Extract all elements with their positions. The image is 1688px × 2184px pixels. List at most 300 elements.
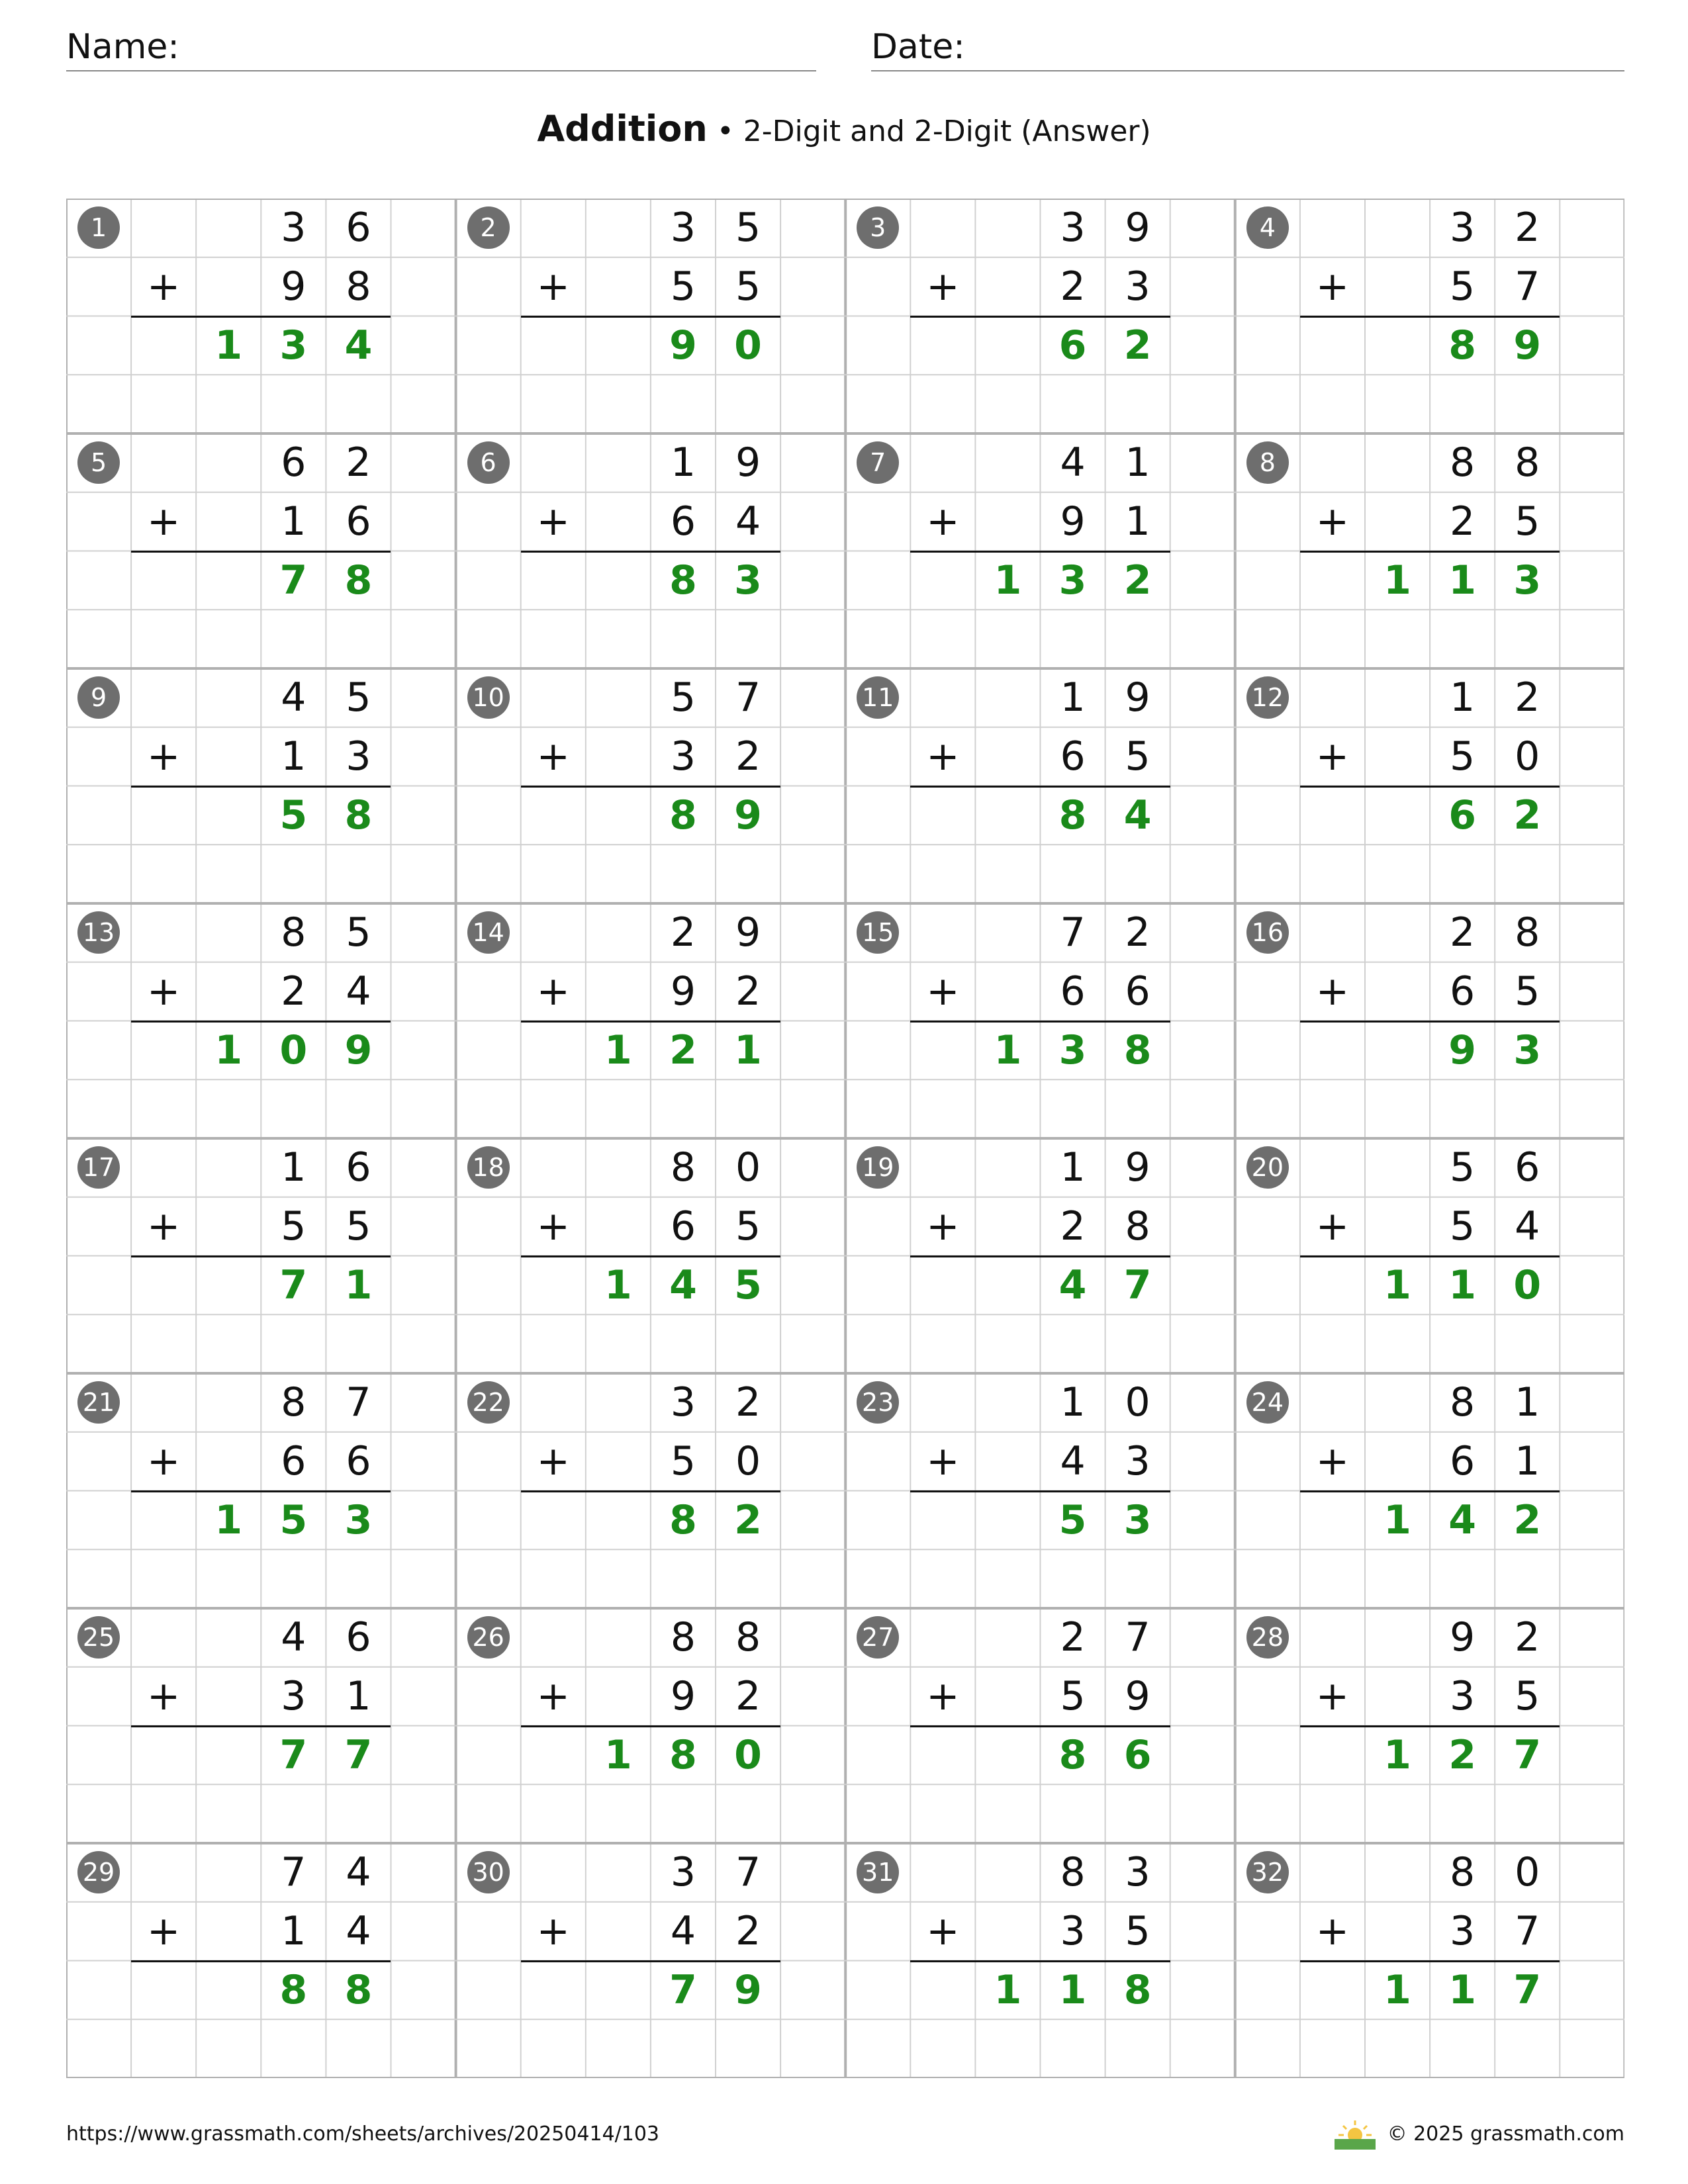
- sum-line: [1300, 1725, 1560, 1727]
- plus-sign: +: [536, 1437, 570, 1484]
- sum-line: [131, 1021, 391, 1023]
- sum-line: [131, 551, 391, 553]
- bottom-ones-digit: 5: [1515, 498, 1540, 545]
- bottom-ones-digit: 5: [735, 263, 761, 310]
- plus-sign: +: [926, 1437, 960, 1484]
- plus-sign: +: [1315, 1203, 1350, 1250]
- top-tens-digit: 3: [1450, 205, 1476, 251]
- plus-sign: +: [147, 1203, 181, 1250]
- top-ones-digit: 7: [1125, 1614, 1150, 1661]
- sum-line: [1300, 786, 1560, 788]
- plus-sign: +: [926, 498, 960, 545]
- top-ones-digit: 0: [1515, 1849, 1540, 1895]
- answer-tens-digit: 8: [669, 1731, 697, 1778]
- sum-line: [1300, 1255, 1560, 1257]
- plus-sign: +: [536, 1672, 570, 1719]
- answer-ones-digit: 7: [344, 1731, 373, 1778]
- answer-hundreds-digit: 1: [214, 322, 243, 369]
- top-ones-digit: 6: [346, 1614, 371, 1661]
- top-tens-digit: 8: [1450, 1849, 1476, 1895]
- answer-hundreds-digit: 1: [1383, 557, 1411, 604]
- sum-line: [1300, 551, 1560, 553]
- answer-tens-digit: 4: [1448, 1496, 1477, 1543]
- answer-ones-digit: 4: [344, 322, 373, 369]
- answer-hundreds-digit: [196, 1961, 261, 2020]
- title-sub: • 2-Digit and 2-Digit (Answer): [716, 114, 1151, 148]
- problem-number-badge: 14: [467, 911, 510, 954]
- top-ones-digit: 0: [735, 1144, 761, 1191]
- top-tens-digit: 2: [670, 909, 696, 956]
- answer-hundreds-digit: 1: [994, 1966, 1022, 2013]
- problem-number-cell: [66, 1843, 131, 1902]
- bottom-ones-digit: 9: [1125, 1672, 1150, 1719]
- sum-line: [1300, 1490, 1560, 1492]
- problem-number-cell: [1235, 433, 1300, 492]
- top-tens-digit: 1: [281, 1144, 306, 1191]
- plus-sign: +: [147, 733, 181, 780]
- footer-copyright: © 2025 grassmath.com: [1387, 2122, 1624, 2146]
- top-tens-digit: 3: [670, 205, 696, 251]
- bottom-tens-digit: 4: [1060, 1437, 1086, 1484]
- answer-tens-digit: 8: [669, 1496, 697, 1543]
- bottom-tens-digit: 2: [281, 968, 306, 1015]
- plus-sign: +: [1315, 733, 1350, 780]
- answer-hundreds-digit: [586, 316, 651, 375]
- top-ones-digit: 7: [346, 1379, 371, 1426]
- sum-line: [521, 316, 780, 318]
- problem-number-badge: 18: [467, 1146, 510, 1189]
- sum-line: [521, 1960, 780, 1962]
- plus-sign: +: [536, 733, 570, 780]
- top-tens-digit: 1: [1060, 674, 1086, 721]
- problem-number-cell: [845, 199, 910, 257]
- answer-tens-digit: 8: [669, 792, 697, 839]
- problem-number-badge: 8: [1246, 441, 1289, 484]
- sum-line: [521, 551, 780, 553]
- top-tens-digit: 1: [670, 439, 696, 486]
- name-field[interactable]: [66, 24, 816, 71]
- top-ones-digit: 8: [735, 1614, 761, 1661]
- date-label: Date:: [871, 27, 965, 67]
- problem-number-badge: 13: [77, 911, 120, 954]
- answer-ones-digit: 2: [1123, 322, 1152, 369]
- top-ones-digit: 9: [1125, 1144, 1150, 1191]
- answer-ones-digit: 8: [344, 1966, 373, 2013]
- bottom-tens-digit: 6: [1060, 968, 1086, 1015]
- top-tens-digit: 5: [1450, 1144, 1476, 1191]
- answer-tens-digit: 3: [1058, 557, 1087, 604]
- bottom-tens-digit: 3: [1450, 1672, 1476, 1719]
- plus-sign: +: [926, 968, 960, 1015]
- bottom-ones-digit: 8: [1125, 1203, 1150, 1250]
- answer-tens-digit: 1: [1448, 557, 1477, 604]
- problem-number-badge: 28: [1246, 1616, 1289, 1659]
- answer-ones-digit: 3: [344, 1496, 373, 1543]
- bottom-ones-digit: 2: [735, 968, 761, 1015]
- bottom-tens-digit: 5: [1060, 1672, 1086, 1719]
- bottom-tens-digit: 1: [281, 498, 306, 545]
- top-ones-digit: 7: [735, 1849, 761, 1895]
- problem-number-cell: [845, 903, 910, 962]
- top-tens-digit: 8: [670, 1144, 696, 1191]
- problem-number-cell: [1235, 903, 1300, 962]
- problem-number-cell: [845, 1373, 910, 1432]
- bottom-ones-digit: 5: [1515, 1672, 1540, 1719]
- plus-sign: +: [147, 263, 181, 310]
- top-tens-digit: 3: [670, 1379, 696, 1426]
- answer-tens-digit: 1: [1448, 1261, 1477, 1308]
- top-tens-digit: 1: [1450, 674, 1476, 721]
- plus-sign: +: [926, 1203, 960, 1250]
- sum-line: [910, 1490, 1170, 1492]
- problem-number-cell: [1235, 199, 1300, 257]
- answer-ones-digit: 7: [1513, 1731, 1542, 1778]
- sum-line: [521, 1021, 780, 1023]
- answer-hundreds-digit: 1: [1383, 1966, 1411, 2013]
- top-ones-digit: 9: [735, 909, 761, 956]
- sum-line: [131, 1255, 391, 1257]
- sun-over-grass-icon: [1332, 2118, 1378, 2151]
- top-ones-digit: 9: [1125, 205, 1150, 251]
- problem-number-cell: [1235, 1843, 1300, 1902]
- sum-line: [910, 1960, 1170, 1962]
- sum-line: [131, 316, 391, 318]
- top-ones-digit: 2: [1515, 205, 1540, 251]
- answer-ones-digit: 3: [1513, 1026, 1542, 1073]
- answer-ones-digit: 2: [1513, 1496, 1542, 1543]
- answer-tens-digit: 2: [669, 1026, 697, 1073]
- answer-ones-digit: 1: [344, 1261, 373, 1308]
- answer-hundreds-digit: [1365, 1021, 1430, 1080]
- top-ones-digit: 1: [1515, 1379, 1540, 1426]
- problem-number-badge: 4: [1246, 206, 1289, 249]
- problem-number-cell: [66, 199, 131, 257]
- answer-ones-digit: 7: [1513, 1966, 1542, 2013]
- problem-number-cell: [456, 1843, 521, 1902]
- sum-line: [521, 1725, 780, 1727]
- problem-number-cell: [845, 1608, 910, 1667]
- answer-hundreds-digit: 1: [604, 1731, 632, 1778]
- answer-hundreds-digit: [586, 551, 651, 610]
- sum-line: [131, 1725, 391, 1727]
- problem-number-cell: [456, 199, 521, 257]
- answer-tens-digit: 4: [669, 1261, 697, 1308]
- problem-number-badge: 6: [467, 441, 510, 484]
- problem-number-badge: 31: [857, 1851, 899, 1893]
- problem-number-badge: 30: [467, 1851, 510, 1893]
- worksheet-title: [0, 106, 1688, 155]
- top-tens-digit: 7: [1060, 909, 1086, 956]
- answer-hundreds-digit: [975, 1256, 1040, 1315]
- top-tens-digit: 3: [1060, 205, 1086, 251]
- top-tens-digit: 3: [281, 205, 306, 251]
- sum-line: [910, 551, 1170, 553]
- top-ones-digit: 9: [735, 439, 761, 486]
- top-tens-digit: 1: [1060, 1144, 1086, 1191]
- plus-sign: +: [536, 263, 570, 310]
- bottom-ones-digit: 5: [1515, 968, 1540, 1015]
- problem-number-badge: 2: [467, 206, 510, 249]
- bottom-tens-digit: 9: [670, 968, 696, 1015]
- top-tens-digit: 8: [281, 1379, 306, 1426]
- problem-number-cell: [456, 1608, 521, 1667]
- answer-tens-digit: 8: [279, 1966, 308, 2013]
- top-ones-digit: 2: [346, 439, 371, 486]
- answer-tens-digit: 9: [1448, 1026, 1477, 1073]
- bottom-ones-digit: 5: [1125, 733, 1150, 780]
- top-tens-digit: 1: [1060, 1379, 1086, 1426]
- bottom-tens-digit: 5: [281, 1203, 306, 1250]
- sum-line: [131, 1490, 391, 1492]
- answer-tens-digit: 8: [1058, 1731, 1087, 1778]
- answer-ones-digit: 8: [344, 792, 373, 839]
- problem-number-badge: 32: [1246, 1851, 1289, 1893]
- problem-number-badge: 27: [857, 1616, 899, 1659]
- bottom-tens-digit: 5: [1450, 733, 1476, 780]
- problem-number-cell: [456, 433, 521, 492]
- problem-number-badge: 11: [857, 676, 899, 719]
- problem-number-badge: 15: [857, 911, 899, 954]
- problem-number-cell: [845, 1843, 910, 1902]
- answer-hundreds-digit: [975, 316, 1040, 375]
- top-tens-digit: 8: [670, 1614, 696, 1661]
- answer-hundreds-digit: [975, 1491, 1040, 1550]
- top-ones-digit: 4: [346, 1849, 371, 1895]
- bottom-ones-digit: 3: [1125, 263, 1150, 310]
- problem-number-cell: [845, 668, 910, 727]
- bottom-ones-digit: 6: [1125, 968, 1150, 1015]
- problem-number-badge: 23: [857, 1381, 899, 1424]
- top-ones-digit: 9: [1125, 674, 1150, 721]
- title-main: Addition: [537, 108, 708, 150]
- problem-number-badge: 16: [1246, 911, 1289, 954]
- bottom-ones-digit: 1: [1125, 498, 1150, 545]
- bottom-ones-digit: 2: [735, 733, 761, 780]
- answer-ones-digit: 9: [344, 1026, 373, 1073]
- bottom-ones-digit: 0: [735, 1437, 761, 1484]
- bottom-tens-digit: 5: [670, 1437, 696, 1484]
- bottom-ones-digit: 4: [735, 498, 761, 545]
- bottom-tens-digit: 3: [670, 733, 696, 780]
- plus-sign: +: [926, 1907, 960, 1954]
- top-tens-digit: 4: [281, 1614, 306, 1661]
- problem-number-badge: 9: [77, 676, 120, 719]
- bottom-ones-digit: 0: [1515, 733, 1540, 780]
- problem-number-badge: 22: [467, 1381, 510, 1424]
- problem-number-badge: 17: [77, 1146, 120, 1189]
- answer-tens-digit: 1: [1448, 1966, 1477, 2013]
- bottom-tens-digit: 9: [1060, 498, 1086, 545]
- answer-hundreds-digit: [196, 551, 261, 610]
- answer-hundreds-digit: [586, 1491, 651, 1550]
- answer-tens-digit: 8: [1058, 792, 1087, 839]
- bottom-ones-digit: 8: [346, 263, 371, 310]
- problem-number-badge: 3: [857, 206, 899, 249]
- plus-sign: +: [926, 733, 960, 780]
- answer-ones-digit: 3: [734, 557, 762, 604]
- answer-ones-digit: 3: [1123, 1496, 1152, 1543]
- top-ones-digit: 5: [735, 205, 761, 251]
- bottom-tens-digit: 3: [1450, 1907, 1476, 1954]
- answer-hundreds-digit: 1: [604, 1026, 632, 1073]
- answer-tens-digit: 6: [1058, 322, 1087, 369]
- sum-line: [910, 1021, 1170, 1023]
- answer-tens-digit: 0: [279, 1026, 308, 1073]
- problem-number-cell: [456, 1138, 521, 1197]
- top-tens-digit: 9: [1450, 1614, 1476, 1661]
- problem-number-cell: [845, 433, 910, 492]
- problem-number-cell: [66, 1138, 131, 1197]
- answer-tens-digit: 8: [669, 557, 697, 604]
- top-tens-digit: 2: [1450, 909, 1476, 956]
- answer-ones-digit: 5: [734, 1261, 762, 1308]
- problem-number-cell: [1235, 1373, 1300, 1432]
- bottom-tens-digit: 6: [1060, 733, 1086, 780]
- bottom-tens-digit: 2: [1060, 263, 1086, 310]
- answer-hundreds-digit: 1: [214, 1496, 243, 1543]
- answer-ones-digit: 2: [734, 1496, 762, 1543]
- bottom-ones-digit: 2: [735, 1907, 761, 1954]
- answer-hundreds-digit: 1: [214, 1026, 243, 1073]
- name-label: Name:: [66, 27, 179, 67]
- sum-line: [1300, 1021, 1560, 1023]
- plus-sign: +: [147, 1672, 181, 1719]
- answer-ones-digit: 0: [1513, 1261, 1542, 1308]
- problem-number-cell: [456, 668, 521, 727]
- sum-line: [131, 786, 391, 788]
- plus-sign: +: [1315, 968, 1350, 1015]
- answer-hundreds-digit: 1: [1383, 1261, 1411, 1308]
- answer-ones-digit: 6: [1123, 1731, 1152, 1778]
- bottom-tens-digit: 6: [1450, 968, 1476, 1015]
- top-ones-digit: 5: [346, 909, 371, 956]
- answer-tens-digit: 5: [279, 1496, 308, 1543]
- answer-ones-digit: 9: [734, 792, 762, 839]
- sum-line: [131, 1960, 391, 1962]
- date-field[interactable]: [871, 24, 1624, 71]
- problem-number-badge: 12: [1246, 676, 1289, 719]
- answer-ones-digit: 8: [344, 557, 373, 604]
- answer-hundreds-digit: 1: [604, 1261, 632, 1308]
- bottom-tens-digit: 1: [281, 1907, 306, 1954]
- sum-line: [1300, 1960, 1560, 1962]
- answer-tens-digit: 3: [279, 322, 308, 369]
- sum-line: [910, 316, 1170, 318]
- bottom-ones-digit: 4: [346, 1907, 371, 1954]
- sum-line: [910, 1255, 1170, 1257]
- top-ones-digit: 2: [1515, 674, 1540, 721]
- answer-hundreds-digit: [196, 1256, 261, 1315]
- answer-hundreds-digit: 1: [994, 557, 1022, 604]
- plus-sign: +: [536, 1907, 570, 1954]
- top-tens-digit: 6: [281, 439, 306, 486]
- bottom-tens-digit: 5: [1450, 1203, 1476, 1250]
- problem-number-badge: 1: [77, 206, 120, 249]
- problem-number-badge: 19: [857, 1146, 899, 1189]
- bottom-tens-digit: 2: [1060, 1203, 1086, 1250]
- top-ones-digit: 6: [346, 1144, 371, 1191]
- bottom-ones-digit: 4: [1515, 1203, 1540, 1250]
- bottom-tens-digit: 6: [1450, 1437, 1476, 1484]
- bottom-ones-digit: 1: [346, 1672, 371, 1719]
- plus-sign: +: [536, 498, 570, 545]
- bottom-ones-digit: 6: [346, 1437, 371, 1484]
- answer-hundreds-digit: [196, 1726, 261, 1785]
- answer-ones-digit: 3: [1513, 557, 1542, 604]
- top-tens-digit: 8: [281, 909, 306, 956]
- top-ones-digit: 5: [346, 674, 371, 721]
- problem-number-cell: [66, 668, 131, 727]
- answer-tens-digit: 4: [1058, 1261, 1087, 1308]
- bottom-ones-digit: 5: [346, 1203, 371, 1250]
- answer-ones-digit: 2: [1513, 792, 1542, 839]
- bottom-tens-digit: 6: [670, 1203, 696, 1250]
- top-ones-digit: 2: [735, 1379, 761, 1426]
- bottom-tens-digit: 6: [670, 498, 696, 545]
- answer-hundreds-digit: 1: [1383, 1731, 1411, 1778]
- answer-hundreds-digit: [1365, 786, 1430, 845]
- bottom-tens-digit: 3: [1060, 1907, 1086, 1954]
- bottom-tens-digit: 5: [670, 263, 696, 310]
- top-tens-digit: 8: [1450, 1379, 1476, 1426]
- answer-tens-digit: 3: [1058, 1026, 1087, 1073]
- bottom-ones-digit: 2: [735, 1672, 761, 1719]
- sum-line: [521, 1255, 780, 1257]
- bottom-ones-digit: 3: [1125, 1437, 1150, 1484]
- answer-hundreds-digit: [196, 786, 261, 845]
- plus-sign: +: [926, 263, 960, 310]
- problem-number-cell: [66, 1373, 131, 1432]
- top-ones-digit: 8: [1515, 439, 1540, 486]
- sum-line: [1300, 316, 1560, 318]
- sum-line: [910, 786, 1170, 788]
- answer-ones-digit: 8: [1123, 1966, 1152, 2013]
- top-tens-digit: 4: [1060, 439, 1086, 486]
- footer-brand: [1332, 2118, 1624, 2151]
- sum-line: [910, 1725, 1170, 1727]
- top-tens-digit: 4: [281, 674, 306, 721]
- problem-number-cell: [456, 1373, 521, 1432]
- bottom-ones-digit: 7: [1515, 1907, 1540, 1954]
- top-ones-digit: 6: [1515, 1144, 1540, 1191]
- top-ones-digit: 6: [346, 205, 371, 251]
- plus-sign: +: [1315, 1672, 1350, 1719]
- top-tens-digit: 7: [281, 1849, 306, 1895]
- top-ones-digit: 3: [1125, 1849, 1150, 1895]
- top-ones-digit: 0: [1125, 1379, 1150, 1426]
- answer-hundreds-digit: 1: [994, 1026, 1022, 1073]
- answer-tens-digit: 5: [279, 792, 308, 839]
- answer-ones-digit: 4: [1123, 792, 1152, 839]
- problem-number-badge: 26: [467, 1616, 510, 1659]
- plus-sign: +: [147, 968, 181, 1015]
- top-tens-digit: 2: [1060, 1614, 1086, 1661]
- problem-number-cell: [66, 1608, 131, 1667]
- bottom-tens-digit: 9: [670, 1672, 696, 1719]
- problem-number-badge: 10: [467, 676, 510, 719]
- bottom-ones-digit: 7: [1515, 263, 1540, 310]
- top-ones-digit: 2: [1125, 909, 1150, 956]
- problem-number-cell: [66, 903, 131, 962]
- answer-tens-digit: 7: [279, 557, 308, 604]
- answer-hundreds-digit: [1365, 316, 1430, 375]
- top-tens-digit: 8: [1450, 439, 1476, 486]
- answer-tens-digit: 7: [279, 1731, 308, 1778]
- answer-ones-digit: 0: [734, 1731, 762, 1778]
- answer-hundreds-digit: [586, 786, 651, 845]
- bottom-ones-digit: 3: [346, 733, 371, 780]
- answer-tens-digit: 7: [669, 1966, 697, 2013]
